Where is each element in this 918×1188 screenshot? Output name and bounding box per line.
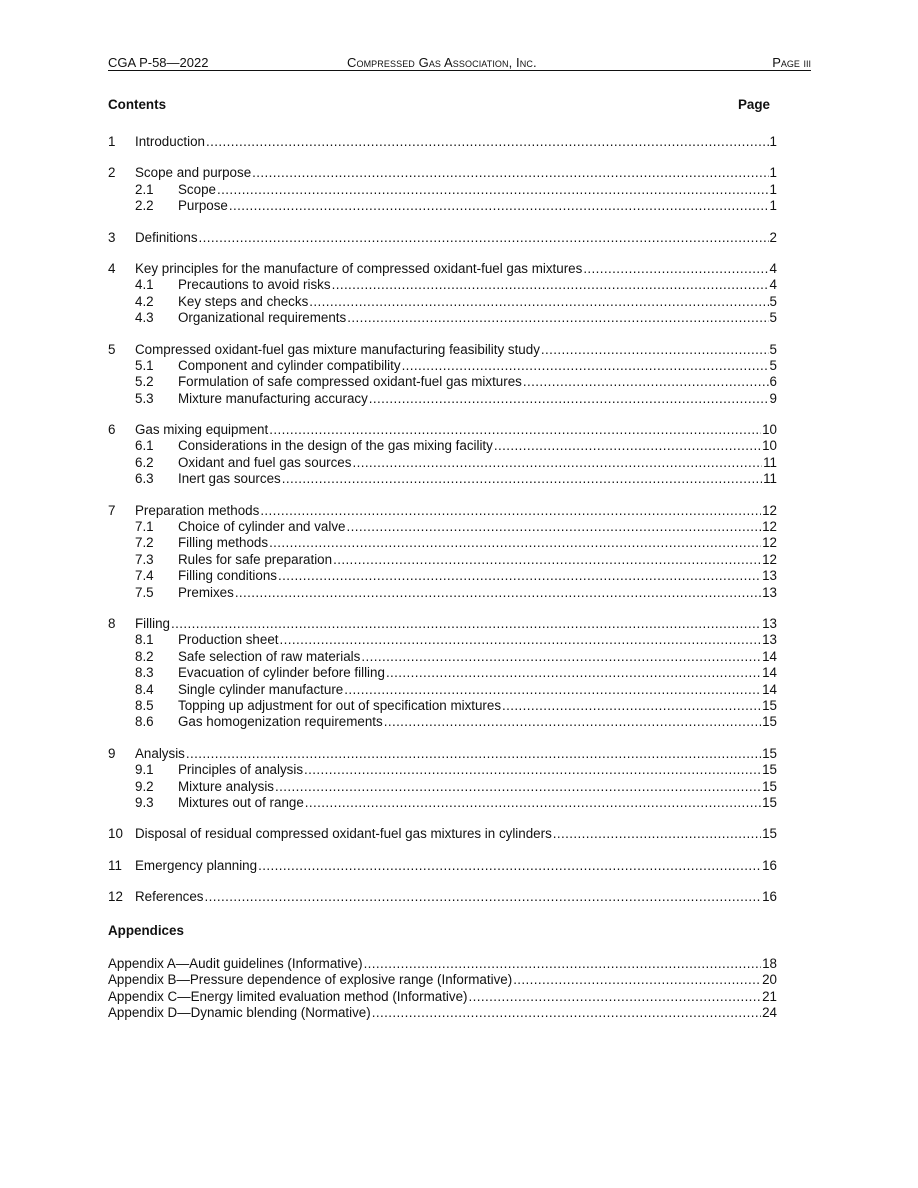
toc-entry-title[interactable]: Formulation of safe compressed oxidant-fuel gas mixtures — [178, 374, 522, 390]
dot-leader — [361, 649, 761, 665]
dot-leader — [541, 342, 769, 358]
toc-entry-title[interactable]: Appendix A—Audit guidelines (Informative) — [108, 956, 363, 971]
toc-subsection-entry[interactable] — [108, 294, 777, 310]
toc-entry-page[interactable]: 1 — [769, 165, 777, 181]
toc-entry-number: 8.1 — [135, 632, 154, 648]
dot-leader — [369, 391, 769, 407]
dot-leader — [344, 682, 761, 698]
toc-subsection-entry[interactable] — [108, 682, 777, 698]
toc-entry-page[interactable]: 5 — [769, 357, 777, 373]
toc-entry-title[interactable]: Appendix B—Pressure dependence of explosive range (Informative) — [108, 972, 513, 988]
appendices-heading: Appendices — [108, 923, 184, 938]
dot-leader — [583, 261, 768, 277]
toc-entry-number: 9.3 — [135, 794, 154, 810]
toc-entry-number: 12 — [108, 889, 123, 905]
toc-entry-number: 6.1 — [135, 438, 154, 454]
toc-entry-title[interactable]: Component and cylinder compatibility — [178, 357, 401, 373]
toc-entry-title[interactable]: Organizational requirements — [178, 310, 347, 326]
toc-entry-title[interactable]: Inert gas sources — [178, 471, 281, 487]
toc-entry-title[interactable]: Topping up adjustment for out of specification mixtures — [178, 697, 502, 713]
dot-leader — [346, 519, 761, 535]
toc-entry-page[interactable]: 20 — [762, 972, 777, 988]
toc-section — [108, 422, 777, 488]
dot-leader — [384, 714, 761, 730]
toc-entry-title[interactable]: Disposal of residual compressed oxidant-fuel gas mixtures in cylinders — [135, 826, 552, 842]
toc-subsection-entry[interactable] — [108, 665, 777, 681]
toc-entry-title[interactable]: Key steps and checks — [178, 293, 309, 309]
toc-entry-page[interactable]: 14 — [762, 681, 777, 697]
toc-entry-page[interactable]: 15 — [762, 794, 777, 810]
toc-entry-number: 5.2 — [135, 374, 154, 390]
toc-entry-title[interactable]: Single cylinder manufacture — [178, 681, 344, 697]
dot-leader — [280, 632, 762, 648]
dot-leader — [217, 182, 769, 198]
toc-entry-page[interactable]: 13 — [762, 615, 777, 631]
toc-subsection-entry[interactable] — [108, 795, 777, 811]
toc-subsection-entry[interactable] — [108, 438, 777, 454]
toc-entry-page[interactable]: 1 — [769, 198, 777, 214]
toc-subsection-entry[interactable] — [108, 762, 777, 778]
toc-entry-page[interactable]: 15 — [762, 778, 777, 794]
toc-entry-title[interactable]: Considerations in the design of the gas mixing facility — [178, 438, 493, 454]
toc-entry-title[interactable]: Preparation methods — [135, 502, 260, 518]
dot-leader — [282, 471, 762, 487]
toc-subsection-entry[interactable] — [108, 374, 777, 390]
toc-section-entry[interactable] — [108, 826, 777, 842]
toc-subsection-entry[interactable] — [108, 779, 777, 795]
toc-entry-number: 3 — [108, 229, 116, 245]
toc-subsection-entry[interactable] — [108, 455, 777, 471]
dot-leader — [347, 310, 768, 326]
toc-entry-page[interactable]: 11 — [763, 454, 777, 470]
dot-leader — [502, 698, 761, 714]
toc-section — [108, 134, 777, 150]
appendices-list — [108, 956, 777, 1022]
toc-entry-title[interactable]: Oxidant and fuel gas sources — [178, 454, 352, 470]
toc-entry-number: 9 — [108, 745, 116, 761]
toc-entry-number: 8.3 — [135, 665, 154, 681]
toc-entry-title[interactable]: Definitions — [135, 229, 198, 245]
toc-entry-page[interactable]: 13 — [762, 632, 777, 648]
toc-entry-number: 4.2 — [135, 293, 154, 309]
toc-entry-page[interactable]: 5 — [769, 293, 777, 309]
toc-entry-title[interactable]: Emergency planning — [135, 857, 258, 873]
toc-entry-page[interactable]: 15 — [762, 714, 777, 730]
dot-leader — [333, 552, 761, 568]
toc-entry-number: 7.5 — [135, 584, 154, 600]
toc-entry-page[interactable]: 10 — [762, 422, 777, 438]
toc-entry-page[interactable]: 12 — [762, 519, 777, 535]
toc-entry-number: 7.2 — [135, 535, 154, 551]
dot-leader — [186, 746, 761, 762]
toc-entry-page[interactable]: 12 — [762, 535, 777, 551]
toc-entry-title[interactable]: Gas homogenization requirements — [178, 714, 383, 730]
toc-entry-title[interactable]: Compressed oxidant-fuel gas mixture manufacturing feasibility study — [135, 341, 540, 357]
toc-entry-number: 7.4 — [135, 568, 154, 584]
appendix-entry[interactable] — [108, 972, 777, 988]
dot-leader — [260, 503, 761, 519]
toc-subsection-entry[interactable] — [108, 714, 777, 730]
toc-section-entry[interactable] — [108, 503, 777, 519]
dot-leader — [494, 438, 761, 454]
toc-entry-title[interactable]: Choice of cylinder and valve — [178, 519, 346, 535]
toc-section-entry[interactable] — [108, 342, 777, 358]
toc-subsection-entry[interactable] — [108, 568, 777, 584]
toc-entry-title[interactable]: Premixes — [178, 584, 234, 600]
toc-entry-number: 6 — [108, 422, 116, 438]
contents-title: Contents — [108, 97, 167, 112]
dot-leader — [304, 762, 761, 778]
dot-leader — [235, 585, 761, 601]
toc-section — [108, 858, 777, 874]
toc-section-entry[interactable] — [108, 261, 777, 277]
toc-entry-number: 7 — [108, 502, 116, 518]
toc-entry-page[interactable]: 12 — [762, 502, 777, 518]
toc-entry-page[interactable]: 13 — [762, 584, 777, 600]
toc-entry-number: 1 — [108, 134, 116, 149]
toc-entry-page[interactable]: 24 — [762, 1005, 777, 1021]
dot-leader — [252, 165, 768, 181]
toc-entry-page[interactable]: 15 — [762, 697, 777, 713]
toc-entry-title[interactable]: Purpose — [178, 198, 228, 214]
toc-entry-number: 5.1 — [135, 357, 154, 373]
toc-entry-page[interactable]: 18 — [762, 956, 777, 971]
toc-entry-title[interactable]: Rules for safe preparation — [178, 551, 333, 567]
toc-subsection-entry[interactable] — [108, 391, 777, 407]
toc-entry-title[interactable]: Introduction — [135, 134, 205, 149]
contents-heading-row — [108, 97, 770, 112]
toc-entry-page[interactable]: 10 — [762, 438, 777, 454]
dot-leader — [332, 277, 769, 293]
toc-entry-number: 8.6 — [135, 714, 154, 730]
toc-entry-page[interactable]: 1 — [769, 181, 777, 197]
toc-entry-number: 5.3 — [135, 390, 154, 406]
toc-entry-title[interactable]: Mixtures out of range — [178, 794, 304, 810]
toc-entry-title[interactable]: Scope — [178, 181, 216, 197]
toc-entry-title[interactable]: References — [135, 889, 204, 905]
toc-entry-page[interactable]: 9 — [769, 390, 777, 406]
toc-entry-page[interactable]: 16 — [762, 889, 777, 905]
dot-leader — [258, 858, 761, 874]
toc-entry-title[interactable]: Production sheet — [178, 632, 279, 648]
toc-entry-title[interactable]: Appendix C—Energy limited evaluation method (Informative) — [108, 988, 468, 1004]
toc-section — [108, 826, 777, 842]
dot-leader — [364, 956, 762, 972]
toc-section — [108, 616, 777, 731]
toc-entry-page[interactable]: 15 — [762, 826, 777, 842]
toc-entry-title[interactable]: Filling — [135, 615, 170, 631]
dot-leader — [278, 568, 761, 584]
toc-subsection-entry[interactable] — [108, 698, 777, 714]
page-column-label: Page — [737, 97, 770, 112]
toc-entry-title[interactable]: Mixture analysis — [178, 778, 274, 794]
toc-entry-number: 5 — [108, 341, 116, 357]
toc-entry-page[interactable]: 15 — [762, 745, 777, 761]
toc-subsection-entry[interactable] — [108, 182, 777, 198]
toc-section-entry[interactable] — [108, 422, 777, 438]
toc-entry-title[interactable]: Safe selection of raw materials — [178, 648, 361, 664]
toc-entry-title[interactable]: Key principles for the manufacture of compressed oxidant-fuel gas mixtures — [135, 260, 583, 276]
toc-entry-page[interactable]: 15 — [762, 762, 777, 778]
toc-section — [108, 261, 777, 327]
toc-subsection-entry[interactable] — [108, 471, 777, 487]
toc-subsection-entry[interactable] — [108, 632, 777, 648]
dot-leader — [204, 889, 761, 905]
toc-section — [108, 746, 777, 812]
dot-leader — [305, 795, 761, 811]
toc-entry-page[interactable]: 14 — [762, 648, 777, 664]
toc-entry-title[interactable]: Appendix D—Dynamic blending (Normative) — [108, 1005, 371, 1021]
table-of-contents — [108, 134, 777, 920]
toc-section — [108, 342, 777, 408]
toc-entry-title[interactable]: Analysis — [135, 745, 185, 761]
dot-leader — [402, 358, 769, 374]
toc-entry-page[interactable]: 21 — [762, 988, 777, 1004]
organization-name: Compressed Gas Association, Inc. — [347, 55, 537, 70]
dot-leader — [269, 422, 761, 438]
toc-subsection-entry[interactable] — [108, 519, 777, 535]
dot-leader — [269, 535, 761, 551]
toc-subsection-entry[interactable] — [108, 358, 777, 374]
toc-subsection-entry[interactable] — [108, 198, 777, 214]
toc-entry-number: 4.3 — [135, 310, 154, 326]
dot-leader — [553, 826, 761, 842]
dot-leader — [275, 779, 761, 795]
document-id: CGA P-58—2022 — [108, 55, 209, 70]
dot-leader — [309, 294, 768, 310]
toc-entry-number: 4.1 — [135, 277, 154, 293]
dot-leader — [513, 972, 761, 988]
toc-entry-number: 11 — [108, 857, 122, 873]
toc-entry-page[interactable]: 1 — [769, 134, 777, 149]
dot-leader — [523, 374, 769, 390]
toc-section-entry[interactable] — [108, 230, 777, 246]
dot-leader — [352, 455, 762, 471]
toc-entry-title[interactable]: Mixture manufacturing accuracy — [178, 390, 368, 406]
toc-section — [108, 230, 777, 246]
page-number: Page iii — [772, 55, 811, 70]
dot-leader — [372, 1005, 761, 1021]
toc-entry-page[interactable]: 2 — [769, 229, 777, 245]
toc-entry-number: 2.1 — [135, 181, 154, 197]
appendix-entry[interactable] — [108, 989, 777, 1005]
toc-entry-page[interactable]: 5 — [769, 341, 777, 357]
toc-entry-number: 8.4 — [135, 681, 154, 697]
toc-entry-page[interactable]: 14 — [762, 665, 777, 681]
toc-entry-page[interactable]: 4 — [769, 277, 777, 293]
toc-section — [108, 889, 777, 905]
toc-subsection-entry[interactable] — [108, 649, 777, 665]
toc-subsection-entry[interactable] — [108, 535, 777, 551]
toc-section — [108, 165, 777, 214]
dot-leader — [206, 134, 769, 150]
toc-subsection-entry[interactable] — [108, 552, 777, 568]
toc-entry-number: 2 — [108, 165, 116, 181]
toc-section-entry[interactable] — [108, 858, 777, 874]
toc-entry-number: 8 — [108, 615, 116, 631]
dot-leader — [386, 665, 761, 681]
toc-entry-number: 9.2 — [135, 778, 154, 794]
appendix-entry[interactable] — [108, 1005, 777, 1021]
toc-entry-title[interactable]: Evacuation of cylinder before filling — [178, 665, 385, 681]
toc-entry-number: 6.3 — [135, 471, 154, 487]
dot-leader — [171, 616, 761, 632]
toc-entry-number: 8.5 — [135, 697, 154, 713]
appendix-entry[interactable] — [108, 956, 777, 972]
running-header — [108, 55, 811, 71]
toc-entry-number: 8.2 — [135, 648, 154, 664]
toc-entry-page[interactable]: 12 — [762, 551, 777, 567]
toc-entry-page[interactable]: 13 — [762, 568, 777, 584]
dot-leader — [199, 230, 769, 246]
toc-entry-title[interactable]: Filling methods — [178, 535, 269, 551]
toc-entry-title[interactable]: Gas mixing equipment — [135, 422, 269, 438]
toc-entry-page[interactable]: 11 — [763, 471, 777, 487]
toc-entry-page[interactable]: 6 — [769, 374, 777, 390]
toc-section-entry[interactable] — [108, 746, 777, 762]
toc-entry-page[interactable]: 16 — [762, 857, 777, 873]
toc-entry-title[interactable]: Filling conditions — [178, 568, 277, 584]
toc-subsection-entry[interactable] — [108, 585, 777, 601]
toc-entry-number: 7.3 — [135, 551, 154, 567]
toc-section-entry[interactable] — [108, 616, 777, 632]
toc-entry-title[interactable]: Scope and purpose — [135, 165, 252, 181]
toc-entry-number: 9.1 — [135, 762, 154, 778]
toc-entry-number: 7.1 — [135, 519, 154, 535]
toc-entry-page[interactable]: 4 — [769, 260, 777, 276]
toc-subsection-entry[interactable] — [108, 310, 777, 326]
toc-entry-title[interactable]: Precautions to avoid risks — [178, 277, 331, 293]
toc-entry-page[interactable]: 5 — [769, 310, 777, 326]
dot-leader — [469, 989, 762, 1005]
toc-section-entry[interactable] — [108, 165, 777, 181]
toc-entry-number: 2.2 — [135, 198, 154, 214]
toc-section-entry[interactable] — [108, 889, 777, 905]
toc-subsection-entry[interactable] — [108, 277, 777, 293]
toc-section-entry[interactable] — [108, 134, 777, 150]
toc-entry-number: 6.2 — [135, 454, 154, 470]
dot-leader — [229, 198, 769, 214]
toc-section — [108, 503, 777, 601]
toc-entry-title[interactable]: Principles of analysis — [178, 762, 304, 778]
toc-entry-number: 10 — [108, 826, 123, 842]
toc-entry-number: 4 — [108, 260, 116, 276]
